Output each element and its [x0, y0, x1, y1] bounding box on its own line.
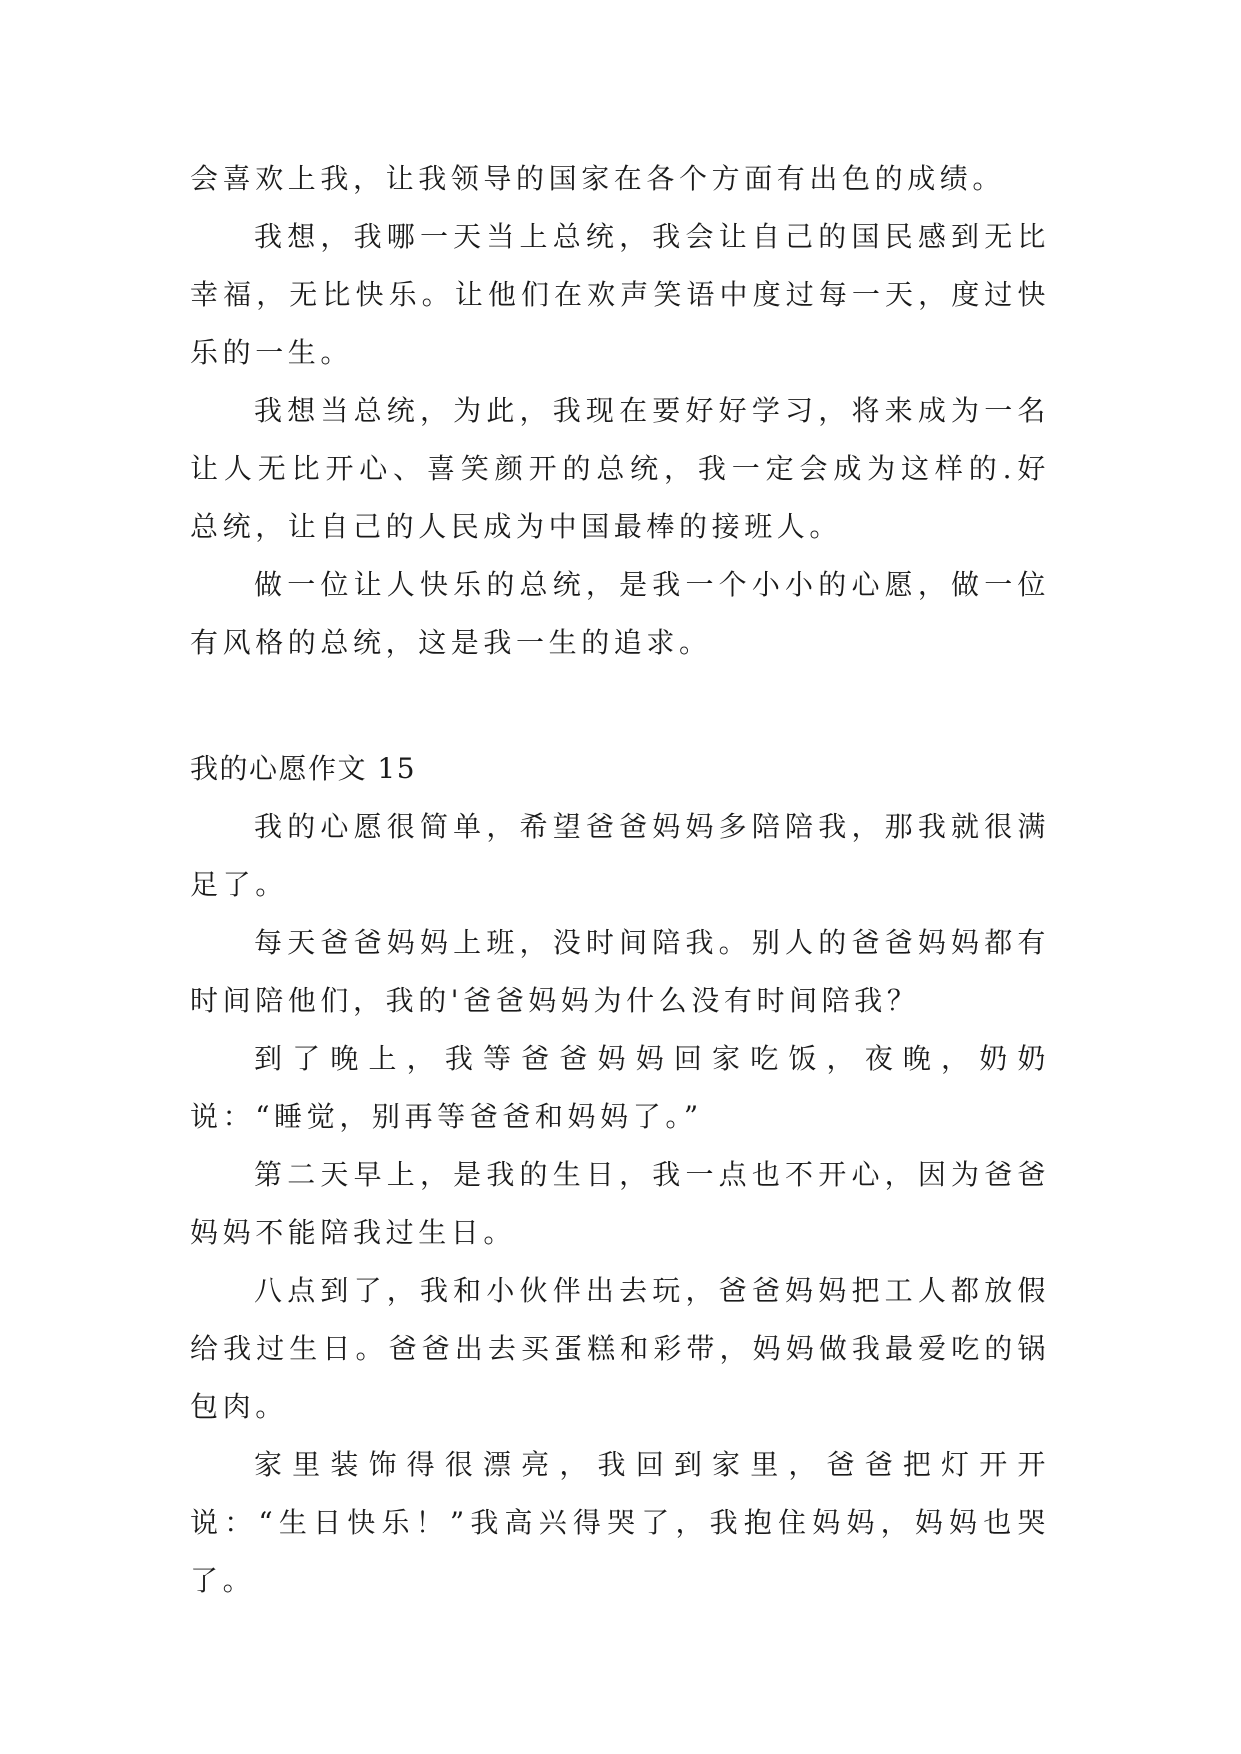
- paragraph: 到了晚上，我等爸爸妈妈回家吃饭，夜晚，奶奶说：“睡觉，别再等爸爸和妈妈了。”: [190, 1042, 1050, 1133]
- paragraph: 家里装饰得很漂亮，我回到家里，爸爸把灯开开说：“生日快乐！”我高兴得哭了，我抱住妈妈，妈妈也哭了。: [190, 1448, 1050, 1597]
- document-body: [190, 150, 1050, 1610]
- paragraph: 我的心愿很简单，希望爸爸妈妈多陪陪我，那我就很满足了。: [190, 810, 1050, 901]
- paragraph: 八点到了，我和小伙伴出去玩，爸爸妈妈把工人都放假给我过生日。爸爸出去买蛋糕和彩带，妈妈做我最爱吃的锅包肉。: [190, 1274, 1050, 1423]
- paragraph: 第二天早上，是我的生日，我一点也不开心，因为爸爸妈妈不能陪我过生日。: [190, 1158, 1050, 1249]
- paragraph: 每天爸爸妈妈上班，没时间陪我。别人的爸爸妈妈都有时间陪他们，我的'爸爸妈妈为什么没有时间陪我？: [190, 926, 1050, 1017]
- paragraph: 我想，我哪一天当上总统，我会让自己的国民感到无比幸福，无比快乐。让他们在欢声笑语中度过每一天，度过快乐的一生。: [190, 220, 1050, 369]
- paragraph: 我想当总统，为此，我现在要好好学习，将来成为一名让人无比开心、喜笑颜开的总统，我一定会成为这样的.好总统，让自己的人民成为中国最棒的接班人。: [190, 394, 1050, 543]
- section-title: 我的心愿作文 15: [190, 752, 417, 785]
- paragraph-continued: 会喜欢上我，让我领导的国家在各个方面有出色的成绩。: [190, 162, 1006, 195]
- paragraph: 做一位让人快乐的总统，是我一个小小的心愿，做一位有风格的总统，这是我一生的追求。: [190, 568, 1050, 659]
